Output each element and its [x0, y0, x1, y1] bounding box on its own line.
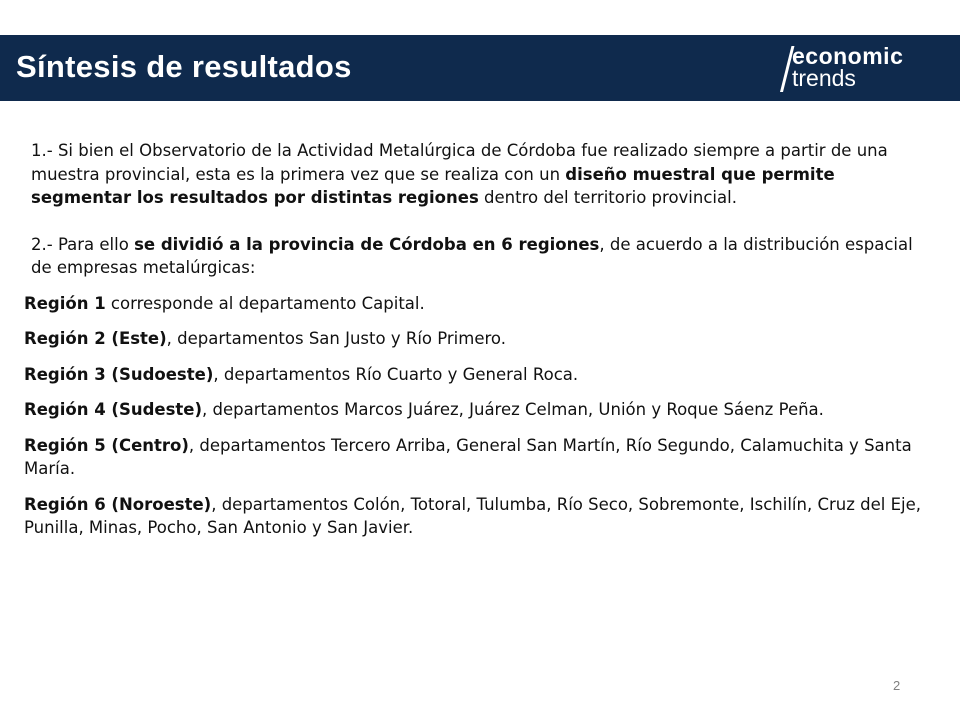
- paragraph-2: [31, 233, 929, 280]
- paragraph-2-bold: se dividió a la provincia de Córdoba en 6 regiones: [134, 234, 600, 254]
- paragraph-2-text-a: 2.- Para ello: [31, 234, 135, 254]
- slide-content: [24, 139, 929, 540]
- paragraph-1: [31, 139, 929, 210]
- header-bar: [0, 35, 960, 101]
- page-number: 2: [893, 678, 901, 693]
- region-3-item: [24, 363, 929, 387]
- region-6-name: Región 6 (Noroeste): [24, 494, 212, 514]
- region-3-name: Región 3 (Sudoeste): [24, 364, 214, 384]
- region-6-description: , departamentos Colón, Totoral, Tulumba, Río Seco, Sobremonte, Ischilín, Cruz del Eje, Punilla, Minas, Pocho, San Antonio y San Javier.: [24, 494, 921, 537]
- region-6-item: [24, 493, 929, 540]
- region-4-item: [24, 398, 929, 422]
- region-5-description: , departamentos Tercero Arriba, General San Martín, Río Segundo, Calamuchita y Santa María.: [24, 435, 912, 478]
- region-4-name: Región 4 (Sudeste): [24, 400, 203, 419]
- region-2-description: , departamentos San Justo y Río Primero.: [166, 329, 506, 348]
- slide-title: Síntesis de resultados: [16, 49, 352, 84]
- paragraph-1-text-b: dentro del territorio provincial.: [478, 188, 737, 207]
- paragraph-2-text-b: , de acuerdo a la distribución espacial de empresas metalúrgicas:: [31, 234, 913, 277]
- logo-line-economic: economic: [792, 43, 904, 69]
- region-4-description: , departamentos Marcos Juárez, Juárez Celman, Unión y Roque Sáenz Peña.: [202, 400, 824, 419]
- paragraph-1-bold: diseño muestral que permite segmentar los resultados por distintas regiones: [31, 164, 835, 207]
- paragraph-1-text-a: 1.- Si bien el Observatorio de la Actividad Metalúrgica de Córdoba fue realizado siempre a partir de una muestra provincial, esta es la primera vez que se realiza con un: [31, 141, 888, 184]
- region-5-name: Región 5 (Centro): [24, 435, 189, 455]
- region-5-item: [24, 434, 929, 481]
- region-3-description: , departamentos Río Cuarto y General Roca.: [213, 364, 579, 384]
- region-2-item: [24, 327, 929, 351]
- region-2-name: Región 2 (Este): [24, 329, 167, 348]
- economic-trends-logo: [778, 44, 948, 94]
- region-1-item: [24, 292, 929, 316]
- logo-line-trends: trends: [792, 65, 856, 91]
- region-1-description: corresponde al departamento Capital.: [105, 293, 425, 313]
- region-1-name: Región 1: [24, 293, 106, 313]
